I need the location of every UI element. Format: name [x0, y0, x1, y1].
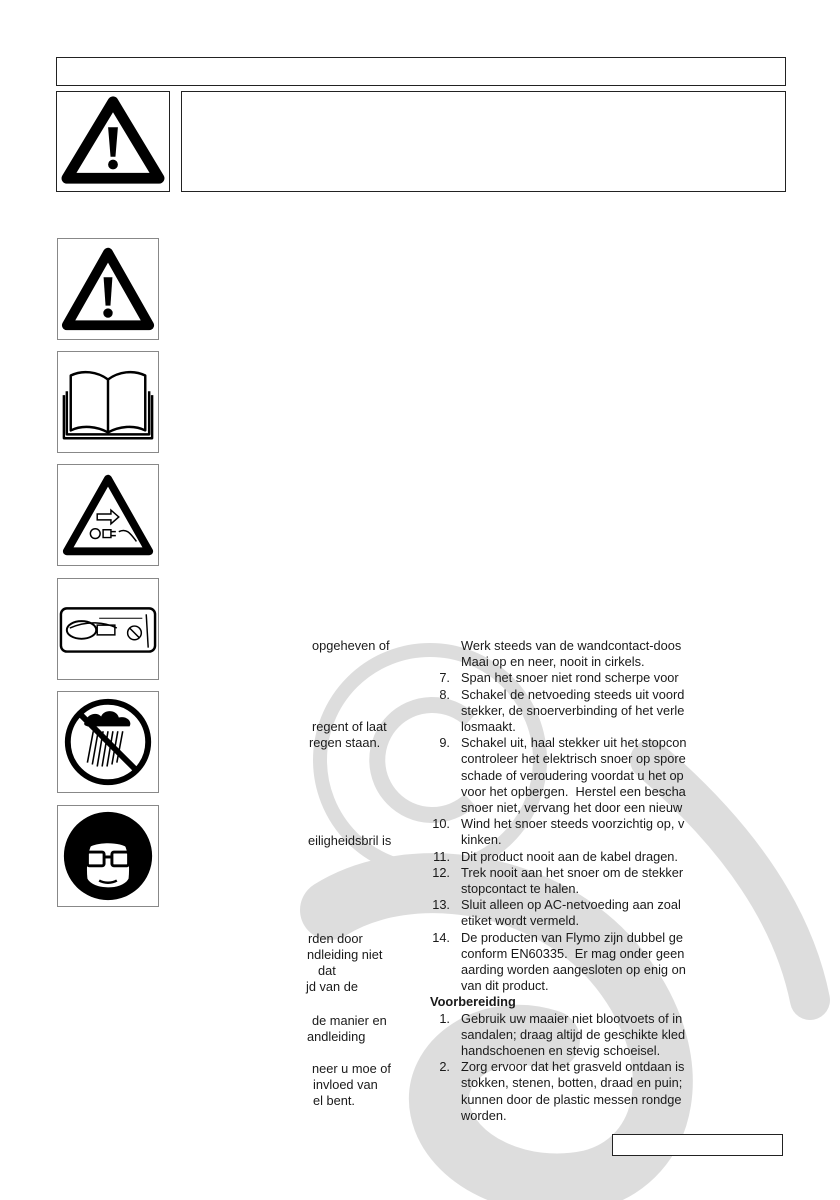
warning-triangle-icon [58, 239, 158, 339]
icon-box-warning [57, 238, 159, 340]
list-item-number: 11. [433, 848, 450, 864]
list-item-text: Maai op en neer, nooit in cirkels. [461, 654, 645, 670]
list-item [430, 849, 830, 865]
list-item-text: snoer niet, vervang het door een nieuw [461, 800, 683, 816]
list-item-text: sandalen; draag altijd de geschikte kled [461, 1026, 686, 1042]
list-item [430, 1011, 830, 1060]
manual-book-icon [58, 352, 158, 452]
list-item-text: handschoenen en stevig schoeisel. [461, 1043, 661, 1059]
list-item-text: De producten van Flymo zijn dubbel ge [461, 929, 683, 945]
left-fragment: dat [318, 963, 336, 978]
list-item-text: kunnen door de plastic messen rondge [461, 1091, 682, 1107]
list-item-text: Span het snoer niet rond scherpe voor [461, 670, 679, 686]
list-item-text: Schakel uit, haal stekker uit het stopcon [461, 735, 687, 751]
icon-box-glasses [57, 805, 159, 907]
left-fragment: ndleiding niet [307, 947, 383, 962]
list-item [430, 930, 830, 995]
list-item-number: 10. [432, 816, 450, 832]
icon-box-no-rain [57, 691, 159, 793]
list-item [430, 735, 830, 816]
cable-layout-icon [58, 579, 158, 679]
list-item-text: etiket wordt vermeld. [461, 913, 580, 929]
list-item [430, 865, 830, 897]
list-item-text: Schakel de netvoeding steeds uit voord [461, 686, 685, 702]
list-item-text: losmaakt. [461, 719, 516, 735]
list-item-text: stokken, stenen, botten, draad en puin; [461, 1075, 683, 1091]
left-fragment: opgeheven of [312, 638, 390, 653]
warning-icon-box [56, 91, 170, 192]
list-item [430, 638, 830, 670]
list-item-text: van dit product. [461, 978, 549, 994]
no-rain-icon [58, 692, 158, 792]
left-fragment: regent of laat [312, 719, 387, 734]
list-item-number: 2. [439, 1059, 450, 1075]
list-item-text: Wind het snoer steeds voorzichtig op, v [461, 816, 685, 832]
list-item-text: stekker, de snoerverbinding of het verle [461, 702, 685, 718]
left-fragment: eiligheidsbril is [308, 833, 392, 848]
left-fragment: regen staan. [309, 735, 381, 750]
list-item-text: conform EN60335. Er mag onder geen [461, 945, 685, 961]
list-item-text: Sluit alleen op AC-netvoeding aan zoal [461, 897, 681, 913]
header-box [56, 57, 786, 86]
list-item [430, 816, 830, 848]
warning-triangle-icon [57, 92, 169, 191]
list-item-text: voor het opbergen. Herstel een bescha [461, 783, 686, 799]
left-fragment: neer u moe of [312, 1061, 391, 1076]
list-item-number: 12. [432, 864, 450, 880]
list-item-number: 14. [432, 929, 450, 945]
list-item-text: aarding worden aangesloten op enig on [461, 962, 686, 978]
unplug-warning-icon [58, 465, 158, 565]
list-item-text: Dit product nooit aan de kabel dragen. [461, 848, 678, 864]
list-item [430, 1059, 830, 1124]
icon-box-manual [57, 351, 159, 453]
icon-box-unplug [57, 464, 159, 566]
list-item [430, 670, 830, 686]
list-item [430, 687, 830, 736]
right-column [430, 638, 830, 1124]
left-fragment: invloed van [313, 1077, 378, 1092]
safety-glasses-icon [58, 806, 158, 906]
icon-box-cable [57, 578, 159, 680]
list-item-number: 13. [432, 897, 450, 913]
list-item [430, 897, 830, 929]
page-number-box [612, 1134, 783, 1156]
list-item-text: Trek nooit aan het snoer om de stekker [461, 864, 684, 880]
left-fragment: de manier en [312, 1013, 387, 1028]
left-fragment: rden door [308, 931, 363, 946]
left-fragment: andleiding [307, 1029, 366, 1044]
section-heading: Voorbereiding [430, 994, 516, 1010]
list-item-text: worden. [461, 1107, 507, 1123]
list-item-text: kinken. [461, 832, 502, 848]
list-item-number: 8. [439, 686, 450, 702]
list-item-number: 7. [439, 670, 450, 686]
left-fragment: el bent. [313, 1093, 355, 1108]
warning-text-box [181, 91, 786, 192]
list-item-text: controleer het elektrisch snoer op spore [461, 751, 686, 767]
list-item-text: Gebruik uw maaier niet blootvoets of in [461, 1010, 683, 1026]
list-item-text: schade of veroudering voordat u het op [461, 767, 684, 783]
list-item-text: Werk steeds van de wandcontact-doos [461, 638, 682, 653]
list-item-text: Zorg ervoor dat het grasveld ontdaan is [461, 1059, 685, 1075]
left-fragment: jd van de [306, 979, 358, 994]
list-item-number: 9. [439, 735, 450, 751]
list-item-number: 1. [439, 1010, 450, 1026]
list-item-text: stopcontact te halen. [461, 881, 580, 897]
